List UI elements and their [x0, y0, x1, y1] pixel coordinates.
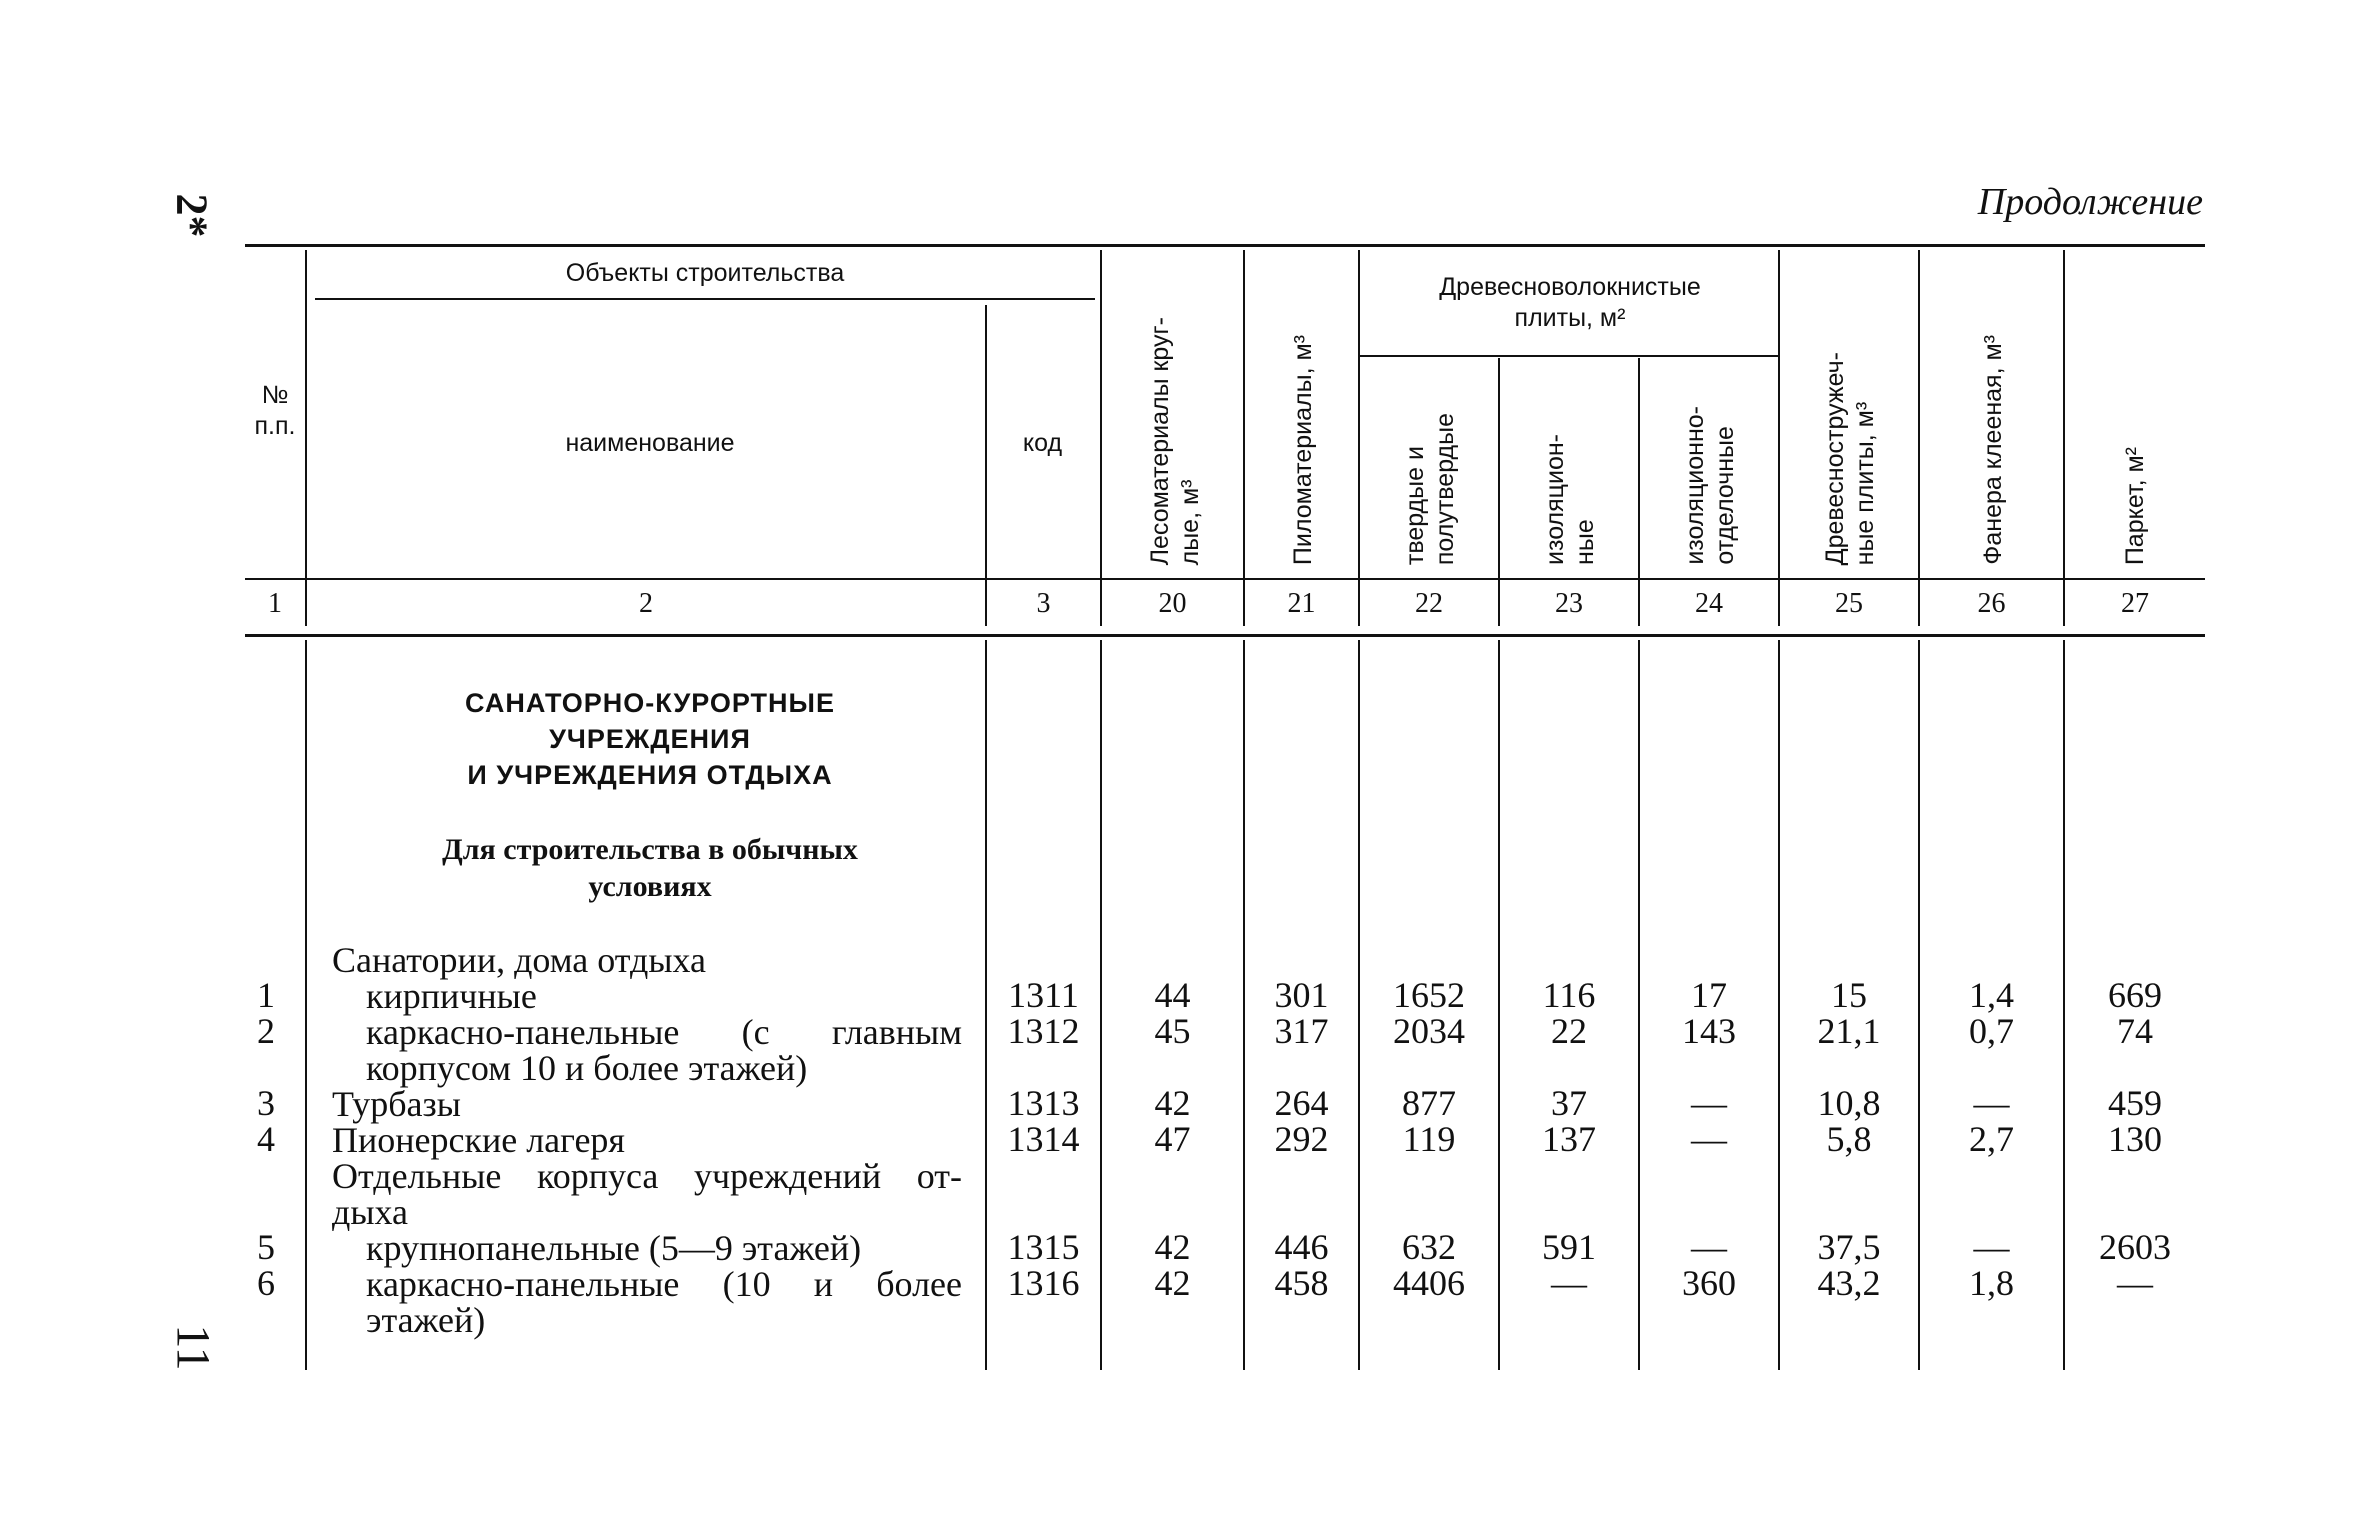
column-number: 27 — [2121, 588, 2149, 619]
row-number: 5 — [257, 1227, 275, 1267]
cell-particleboards: 15 — [1831, 975, 1867, 1015]
header-divider — [305, 250, 307, 626]
cell-plywood: — — [1973, 1083, 2010, 1123]
objects-underline — [315, 298, 1095, 300]
header-divider — [2063, 250, 2065, 626]
plywood-header: Фанера клееная, м³ — [1978, 335, 2007, 565]
table-top-rule — [245, 244, 2205, 247]
cell-parquet: 459 — [2108, 1083, 2162, 1123]
cell-particleboards: 37,5 — [1817, 1227, 1881, 1267]
column-number: 22 — [1415, 588, 1443, 619]
insulating-header: изоляцион- ные — [1541, 434, 1599, 565]
cell-code: 1313 — [1007, 1083, 1080, 1123]
cell-parquet: 2603 — [2099, 1227, 2171, 1267]
cell-sawn-timber: 292 — [1274, 1119, 1329, 1159]
group-label-sanatoria: Санатории, дома отдыха — [332, 940, 707, 980]
cell-code: 1311 — [1008, 975, 1079, 1015]
cell-round-timber: 45 — [1154, 1011, 1191, 1051]
cell-hard-semihard: 4406 — [1393, 1263, 1465, 1303]
cell-insulating-finishing: — — [1691, 1083, 1727, 1123]
header-divider — [1358, 250, 1360, 626]
row-name: крупнопанельные (5—9 этажей) — [366, 1228, 862, 1268]
header-divider — [1638, 358, 1640, 626]
cell-sawn-timber: 301 — [1274, 975, 1329, 1015]
cell-insulating-finishing: 143 — [1682, 1011, 1736, 1051]
cell-plywood: 2,7 — [1969, 1119, 2014, 1159]
objects-header: Объекты строительства — [565, 259, 845, 287]
header-divider — [1243, 250, 1245, 626]
cell-hard-semihard: 877 — [1402, 1083, 1456, 1123]
row-number: 4 — [257, 1119, 275, 1159]
column-number: 2 — [639, 588, 653, 619]
cell-plywood: 1,8 — [1969, 1263, 2014, 1303]
round-timber-header: Лесоматериалы круг- лые, м³ — [1146, 316, 1204, 565]
column-number: 26 — [1977, 588, 2006, 619]
cell-code: 1316 — [1007, 1263, 1080, 1303]
cell-insulating: 116 — [1542, 975, 1596, 1015]
group-label-separate-buildings: Отдельные корпуса учреждений от- — [332, 1156, 962, 1196]
page-number: 11 — [166, 1324, 220, 1371]
column-number: 1 — [268, 588, 282, 619]
column-number: 25 — [1835, 588, 1863, 619]
hard-semihard-header: твердые и полутвердые — [1401, 412, 1459, 565]
cell-sawn-timber: 446 — [1274, 1227, 1329, 1267]
cell-insulating: 591 — [1542, 1227, 1596, 1267]
cell-insulating-finishing: 17 — [1691, 975, 1727, 1015]
cell-round-timber: 44 — [1154, 975, 1191, 1015]
cell-plywood: — — [1973, 1227, 2010, 1267]
page-marker-top: 2* — [167, 193, 217, 238]
row-name: Пионерские лагеря — [332, 1120, 625, 1160]
header-divider — [985, 305, 987, 626]
row-name-continued: корпусом 10 и более этажей) — [366, 1048, 808, 1088]
column-number: 3 — [1036, 588, 1051, 619]
row-name: Турбазы — [332, 1084, 461, 1124]
column-number: 24 — [1695, 588, 1723, 619]
header-divider — [1100, 250, 1102, 626]
header-divider — [1918, 250, 1920, 626]
cell-parquet: 130 — [2108, 1119, 2162, 1159]
cell-sawn-timber: 458 — [1274, 1263, 1329, 1303]
cell-code: 1315 — [1007, 1227, 1080, 1267]
fiberboards-header: Древесноволокнистые плиты, м² — [1439, 273, 1701, 333]
cell-insulating-finishing: 360 — [1682, 1263, 1736, 1303]
cell-hard-semihard: 632 — [1402, 1227, 1456, 1267]
group-label-separate-buildings: дыха — [332, 1192, 409, 1232]
cell-round-timber: 47 — [1154, 1119, 1191, 1159]
row-number: 1 — [257, 975, 275, 1015]
column-number: 21 — [1287, 588, 1316, 619]
row-number-header: № п.п. — [254, 381, 296, 441]
cell-insulating-finishing: — — [1691, 1119, 1727, 1159]
cell-insulating: 137 — [1542, 1119, 1596, 1159]
row-number: 2 — [257, 1011, 275, 1051]
code-header: код — [1022, 429, 1063, 457]
row-number: 6 — [257, 1263, 275, 1303]
cell-insulating: — — [1551, 1263, 1587, 1303]
row-name-continued: этажей) — [366, 1300, 486, 1340]
continuation-label: Продолжение — [1977, 181, 2203, 223]
insulating-finishing-header: изоляционно- отделочные — [1681, 406, 1739, 565]
cell-particleboards: 5,8 — [1826, 1119, 1872, 1159]
cell-insulating: 37 — [1551, 1083, 1587, 1123]
body-divider — [305, 640, 307, 1370]
cell-insulating-finishing: — — [1691, 1227, 1727, 1267]
row-number: 3 — [257, 1083, 275, 1123]
cell-round-timber: 42 — [1154, 1227, 1191, 1267]
section-title: САНАТОРНО-КУРОРТНЫЕ — [465, 688, 835, 718]
section-title: УЧРЕЖДЕНИЯ — [549, 724, 751, 754]
cell-code: 1312 — [1007, 1011, 1080, 1051]
section-subtitle: Для строительства в обычных — [442, 833, 858, 866]
header-divider — [1778, 250, 1780, 626]
fiberboards-underline — [1360, 355, 1780, 357]
header-bottom-rule — [245, 578, 2205, 580]
cell-round-timber: 42 — [1154, 1083, 1191, 1123]
column-number: 23 — [1555, 588, 1583, 619]
name-header: наименование — [565, 429, 735, 457]
cell-sawn-timber: 317 — [1274, 1011, 1329, 1051]
section-title: И УЧРЕЖДЕНИЯ ОТДЫХА — [467, 760, 833, 790]
cell-parquet: — — [2117, 1263, 2153, 1303]
cell-particleboards: 10,8 — [1817, 1083, 1881, 1123]
particleboards-header: Древесностружеч- ные плиты, м³ — [1821, 351, 1879, 565]
cell-parquet: 669 — [2108, 975, 2162, 1015]
cell-code: 1314 — [1007, 1119, 1080, 1159]
sawn-timber-header: Пиломатериалы, м³ — [1288, 334, 1317, 565]
cell-hard-semihard: 2034 — [1393, 1011, 1465, 1051]
cell-particleboards: 43,2 — [1817, 1263, 1881, 1303]
cell-plywood: 1,4 — [1969, 975, 2014, 1015]
cell-round-timber: 42 — [1154, 1263, 1191, 1303]
section-subtitle: условиях — [588, 870, 712, 903]
header-divider — [1498, 358, 1500, 626]
cell-parquet: 74 — [2117, 1011, 2153, 1051]
row-name: каркасно-панельные (с главным — [366, 1012, 962, 1052]
cell-plywood: 0,7 — [1969, 1011, 2014, 1051]
body-top-rule — [245, 634, 2205, 637]
cell-hard-semihard: 119 — [1402, 1119, 1456, 1159]
cell-sawn-timber: 264 — [1274, 1083, 1329, 1123]
parquet-header: Паркет, м² — [2121, 446, 2149, 565]
cell-insulating: 22 — [1551, 1011, 1587, 1051]
cell-particleboards: 21,1 — [1817, 1011, 1881, 1051]
row-name: каркасно-панельные (10 и более — [366, 1264, 962, 1304]
cell-hard-semihard: 1652 — [1393, 975, 1465, 1015]
column-number: 20 — [1158, 588, 1187, 619]
row-name: кирпичные — [366, 976, 537, 1016]
